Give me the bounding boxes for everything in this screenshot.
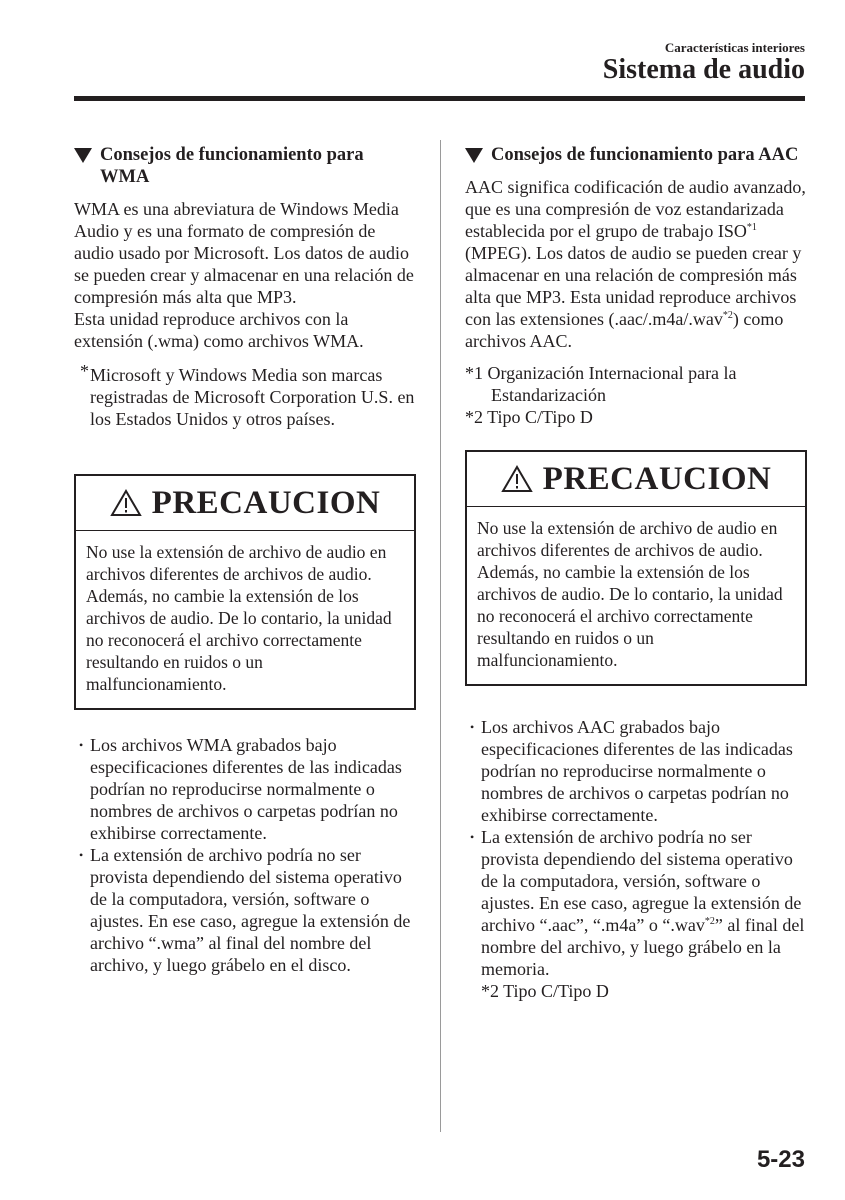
list-item: • La extensión de archivo podría no ser provista dependiendo del sistema operativo de la computadora, versión, software o ajustes. En ese caso, agregue la extensión de archivo “.aac”, “.m4a” o “.wav$^{*2}$” al final del nombre del archivo, y luego grábelo en la memoria. *2 Tipo C/Tipo D (470, 827, 805, 1001)
aac-heading-text: Consejos de funcionamiento para AAC (491, 145, 799, 165)
right-column (465, 144, 807, 1002)
bullet-dot: • (470, 720, 475, 734)
down-triangle-icon (465, 148, 483, 163)
asterisk-mark: * (80, 361, 89, 381)
header-section: Características interiores (664, 40, 805, 55)
list-item: • Los archivos AAC grabados bajo especificaciones diferentes de las indicadas podrían no reproducirse normalmente o nombres de archivos o carpetas podrían no exhibirse correctamente. (470, 717, 793, 825)
wma-intro-2: Esta unidad reproduce archivos con la extensión (.wma) como archivos WMA. (74, 309, 364, 351)
wma-heading-text: Consejos de funcionamiento para WMA (100, 145, 364, 187)
warning-triangle-icon (501, 465, 533, 493)
caution-header (76, 476, 414, 531)
footnote-1: *1 Organización Internacional para la Estandarización (465, 363, 737, 405)
down-triangle-icon (74, 148, 92, 163)
header-rule (74, 96, 805, 101)
caution-header (467, 452, 805, 507)
bullet-dot: • (79, 848, 84, 862)
bullet-dot: • (470, 830, 475, 844)
bullet-footnote: *2 Tipo C/Tipo D (481, 981, 609, 1001)
footnote-ref: *2 (704, 916, 715, 927)
wma-heading (74, 144, 416, 188)
page-number: 5-23 (756, 1146, 805, 1173)
list-item: • Los archivos WMA grabados bajo especificaciones diferentes de las indicadas podrían no reproducirse normalmente o nombres de archivos o carpetas podrían no exhibirse correctamente. (79, 735, 402, 843)
footnote-ref: *2 (722, 310, 733, 321)
left-column (74, 144, 416, 976)
column-divider (440, 140, 441, 1132)
trademark-note (74, 361, 416, 430)
footnote-2: *2 Tipo C/Tipo D (465, 407, 593, 427)
footnote-ref: *1 (746, 222, 757, 233)
caution-box (74, 474, 416, 710)
caution-box (465, 450, 807, 686)
caution-title: PRECAUCION (542, 460, 772, 497)
warning-triangle-icon (110, 489, 142, 517)
wma-intro: WMA es una abreviatura de Windows Media Audio y es una formato de compresión de audio usado por Microsoft. Los datos de audio se pueden crear y almacenar en una relación de compresión más alta que MP3. (74, 199, 414, 307)
trademark-note-text: Microsoft y Windows Media son marcas registradas de Microsoft Corporation U.S. en los Estados Unidos y otros países. (90, 365, 415, 429)
aac-intro: AAC significa codificación de audio avanzado, que es una compresión de voz estandarizada establecida por el grupo de trabajo ISO$^{*1}$ (MPEG). Los datos de audio se pueden crear y almacenar en una relación de compresión más alta que MP3. Esta unidad reproduce archivos con las extensiones (.aac/.m4a/.wav$^{*2}$) como archivos AAC. (465, 177, 806, 351)
list-item: • La extensión de archivo podría no ser provista dependiendo del sistema operativo de la computadora, versión, software o ajustes. En ese caso, agregue la extensión de archivo “.wma” al final del nombre del archivo, y luego grábelo en el disco. (79, 845, 411, 975)
caution-title: PRECAUCION (151, 484, 381, 521)
aac-bullet-list (465, 716, 807, 1002)
caution-body: No use la extensión de archivo de audio en archivos diferentes de archivos de audio. Además, no cambie la extensión de los archivos de audio. De lo contario, la unidad no reconocerá el archivo correctamente resultando en ruidos o un malfuncionamiento. (86, 542, 392, 694)
bullet-dot: • (79, 738, 84, 752)
aac-heading (465, 144, 807, 166)
wma-bullet-list (74, 734, 416, 976)
caution-body: No use la extensión de archivo de audio en archivos diferentes de archivos de audio. Además, no cambie la extensión de los archivos de audio. De lo contario, la unidad no reconocerá el archivo correctamente resultando en ruidos o un malfuncionamiento. (477, 518, 783, 670)
page-title: Sistema de audio (602, 54, 805, 85)
